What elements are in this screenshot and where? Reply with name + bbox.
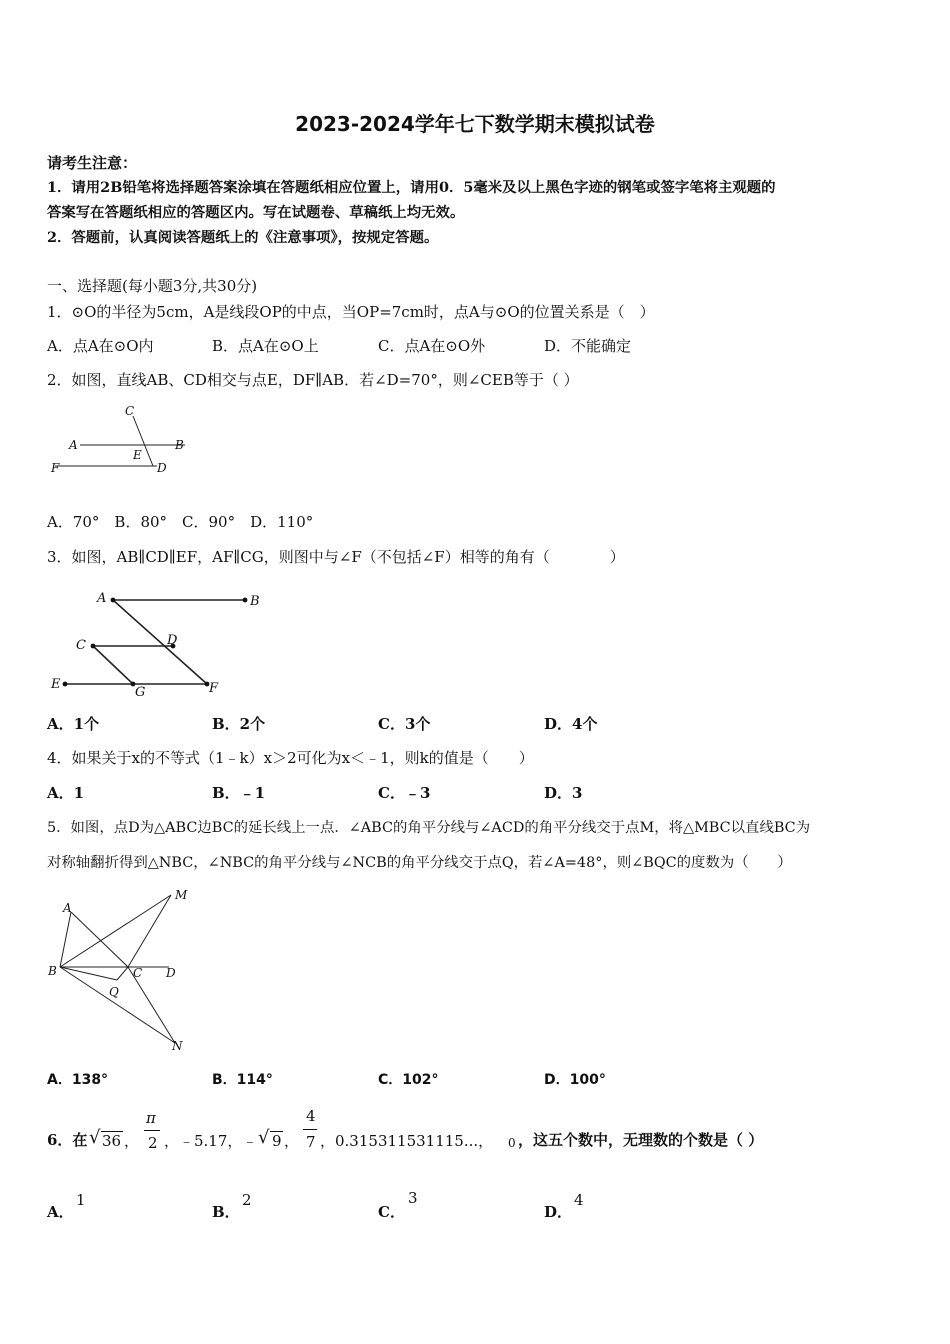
- q3-label-b: B: [250, 594, 260, 609]
- q5-option-d: D．100°: [544, 1072, 606, 1088]
- q6-option-c-value: 3: [408, 1189, 418, 1207]
- q4-stem: 4．如果关于x的不等式（1﹣k）x＞2可化为x＜﹣1，则k的值是（ ）: [47, 749, 534, 767]
- q2-label-d: D: [157, 461, 167, 472]
- q5-option-b: B．114°: [212, 1072, 273, 1088]
- q3-stem: 3．如图，AB∥CD∥EF，AF∥CG，则图中与∠F（不包括∠F）相等的角有（ ）: [47, 548, 625, 566]
- q6-option-d-label: D．: [544, 1203, 573, 1221]
- notice-line-2: 2．答题前，认真阅读答题纸上的《注意事项》，按规定答题。: [47, 229, 439, 246]
- q5-stem-line-1: 5．如图，点D为△ABC边BC的延长线上一点．∠ABC的角平分线与∠ACD的角平分线交于点M，将△MBC以直线BC为: [47, 820, 811, 836]
- q2-options: A．70° B．80° C．90° D．110°: [47, 513, 314, 531]
- q5-stem-line-2: 对称轴翻折得到△NBC，∠NBC的角平分线与∠NCB的角平分线交于点Q，若∠A=48°，则∠BQC的度数为（ ）: [47, 855, 792, 871]
- q6-option-a-value: 1: [76, 1191, 86, 1209]
- q4-option-d: D．3: [544, 784, 583, 802]
- page-title: 2023-2024学年七下数学期末模拟试卷: [295, 112, 655, 136]
- q1-option-b: B．点A在⊙O上: [212, 337, 319, 355]
- q2-label-c: C: [125, 404, 135, 418]
- q1-stem: 1．⊙O的半径为5cm，A是线段OP的中点，当OP=7cm时，点A与⊙O的位置关系是（ ）: [47, 303, 655, 321]
- q2-figure: [45, 402, 195, 472]
- notice-line-1a: 1．请用2B铅笔将选择题答案涂填在答题纸相应位置上，请用0．5毫米及以上黑色字迹的钢笔或签字笔将主观题的: [47, 179, 776, 196]
- q2-label-a: A: [69, 438, 78, 452]
- q6-pi-fraction-bar: [144, 1130, 160, 1131]
- q4-option-b: B．﹣1: [212, 784, 266, 802]
- q6-suffix: ，这五个数中，无理数的个数是（ ）: [518, 1131, 764, 1149]
- q2-label-e: E: [133, 448, 142, 462]
- section-heading: 一、选择题(每小题3分,共30分): [47, 277, 258, 295]
- q3-figure: [45, 584, 285, 704]
- q6-option-b-value: 2: [242, 1191, 252, 1209]
- q4-option-c: C．﹣3: [378, 784, 431, 802]
- q3-label-e: E: [51, 677, 61, 692]
- q5-label-d: D: [166, 966, 176, 980]
- q6-sep-2: ，: [284, 1132, 300, 1150]
- q4-option-a: A．1: [47, 784, 85, 802]
- q2-label-b: B: [175, 438, 184, 452]
- q3-label-g: G: [135, 685, 146, 700]
- q5-label-a: A: [63, 901, 72, 915]
- q1-option-a: A．点A在⊙O内: [47, 337, 154, 355]
- q6-zero: 0: [508, 1136, 516, 1150]
- q6-pi-denominator: 2: [148, 1134, 158, 1152]
- q3-option-b: B．2个: [212, 715, 266, 733]
- q6-option-d-value: 4: [574, 1191, 584, 1209]
- q6-pi-numerator: π: [146, 1109, 156, 1127]
- q3-label-c: C: [76, 638, 86, 653]
- q6-prefix: 6．在: [47, 1131, 88, 1149]
- q6-option-a-label: A．: [47, 1203, 74, 1221]
- q6-mid-values: ，﹣5.17，﹣: [164, 1132, 258, 1150]
- q3-option-c: C．3个: [378, 715, 431, 733]
- q5-option-c: C．102°: [378, 1072, 439, 1088]
- q3-label-a: A: [97, 591, 107, 606]
- q5-label-b: B: [48, 964, 57, 978]
- q3-option-a: A．1个: [47, 715, 100, 733]
- q5-figure: [45, 888, 205, 1053]
- q6-sqrt-radicand-2: 9: [272, 1132, 282, 1150]
- q6-sep-1: ，: [124, 1132, 140, 1150]
- q6-sqrt-sign-1: √: [89, 1127, 101, 1148]
- q5-label-n: N: [172, 1039, 183, 1053]
- notice-line-1b: 答案写在答题纸相应的答题区内。写在试题卷、草稿纸上均无效。: [47, 204, 465, 221]
- q6-decimal-value: ，0.315311531115...，: [320, 1132, 494, 1150]
- q2-stem: 2．如图，直线AB、CD相交与点E，DF∥AB．若∠D=70°，则∠CEB等于（ ）: [47, 371, 579, 389]
- q6-frac-numerator: 4: [306, 1107, 316, 1125]
- q6-sqrt-sign-2: √: [258, 1127, 270, 1148]
- q6-sqrt-radicand-1: 36: [102, 1132, 122, 1150]
- notice-heading: 请考生注意：: [47, 154, 138, 172]
- q6-option-b-label: B．: [212, 1203, 240, 1221]
- q1-option-c: C．点A在⊙O外: [378, 337, 486, 355]
- q5-label-q: Q: [109, 985, 119, 999]
- q3-label-f: F: [209, 681, 219, 696]
- q3-option-d: D．4个: [544, 715, 598, 733]
- q3-label-d: D: [167, 633, 178, 648]
- q1-option-d: D．不能确定: [544, 337, 632, 355]
- q5-label-m: M: [175, 888, 188, 902]
- q2-label-f: F: [51, 461, 60, 472]
- q6-option-c-label: C．: [378, 1203, 405, 1221]
- q5-label-c: C: [133, 966, 143, 980]
- q6-frac-bar: [303, 1129, 317, 1130]
- q5-option-a: A．138°: [47, 1072, 109, 1088]
- q6-frac-denominator: 7: [306, 1133, 316, 1151]
